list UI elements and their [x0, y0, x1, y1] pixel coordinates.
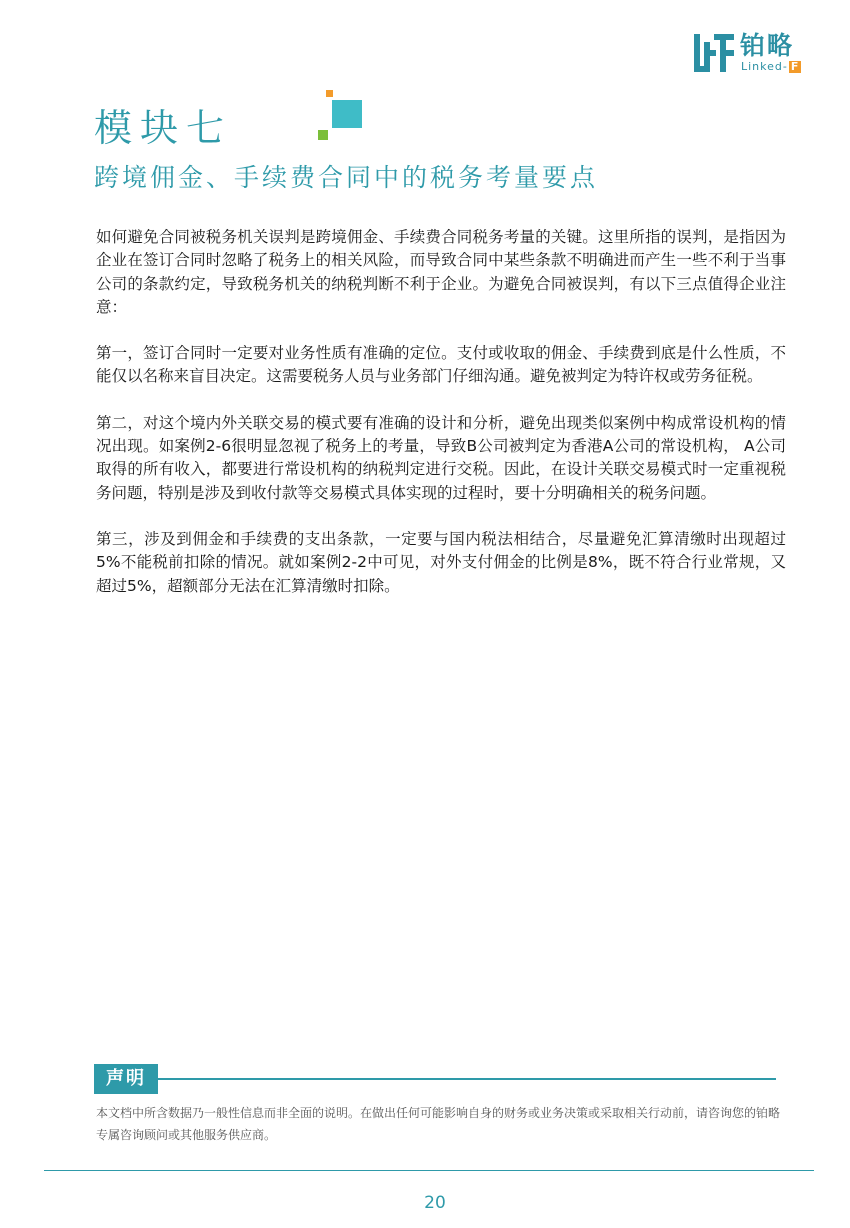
- brand-logo: [694, 32, 812, 74]
- intro-paragraph: 如何避免合同被税务机关误判是跨境佣金、手续费合同税务考量的关键。这里所指的误判，是指因为企业在签订合同时忽略了税务上的相关风险，而导致合同中某些条款不明确进而产生一些不利于当事公司的条款约定，导致税务机关的纳税判断不利于企业。为避免合同被误判，有以下三点值得企业注意：: [96, 228, 786, 316]
- logo-f-box: F: [790, 60, 800, 73]
- disclaimer-title: 声明: [94, 1064, 158, 1094]
- decor-square-green: [318, 130, 328, 140]
- decor-square-teal: [332, 100, 362, 128]
- body-content: [96, 226, 786, 621]
- point-three-paragraph: 第三，涉及到佣金和手续费的支出条款，一定要与国内税法相结合，尽量避免汇算清缴时出现超过5%不能税前扣除的情况。就如案例2-2中可见，对外支付佣金的比例是8%，既不符合行业常规，又超过5%，超额部分无法在汇算清缴时扣除。: [96, 529, 786, 595]
- point-one-paragraph: 第一，签订合同时一定要对业务性质有准确的定位。支付或收取的佣金、手续费到底是什么性质，不能仅以名称来盲目决定。这需要税务人员与业务部门仔细沟通。避免被判定为特许权或劳务征税。: [96, 344, 786, 386]
- module-title: 模块七: [94, 106, 233, 150]
- disclaimer-text: 本文档中所含数据乃一般性信息而非全面的说明。在做出任何可能影响自身的财务或业务决策或采取相关行动前，请咨询您的铂略专属咨询顾问或其他服务供应商。: [96, 1106, 781, 1142]
- disclaimer-header: [94, 1064, 776, 1094]
- decorative-squares: [318, 90, 366, 144]
- decor-square-orange: [326, 90, 333, 97]
- disclaimer-divider: [158, 1078, 776, 1080]
- page-number: 20: [424, 1193, 446, 1213]
- linkedf-logo-icon: [694, 34, 734, 72]
- footer-divider: [44, 1170, 814, 1171]
- logo-chinese-name: 铂略: [740, 31, 795, 60]
- logo-english-name: [741, 60, 801, 73]
- point-two-paragraph: 第二，对这个境内外关联交易的模式要有准确的设计和分析，避免出现类似案例中构成常设机构的情况出现。如案例2-6很明显忽视了税务上的考量，导致B公司被判定为香港A公司的常设机构， A公司取得的所有收入，都要进行常设机构的纳税判定进行交税。因此，在设计关联交易模式时一定重视税务问题，特别是涉及到收付款等交易模式具体实现的过程时，要十分明确相关的税务问题。: [96, 413, 786, 502]
- page-subtitle: 跨境佣金、手续费合同中的税务考量要点: [94, 163, 599, 192]
- logo-english-prefix: Linked-: [741, 60, 788, 73]
